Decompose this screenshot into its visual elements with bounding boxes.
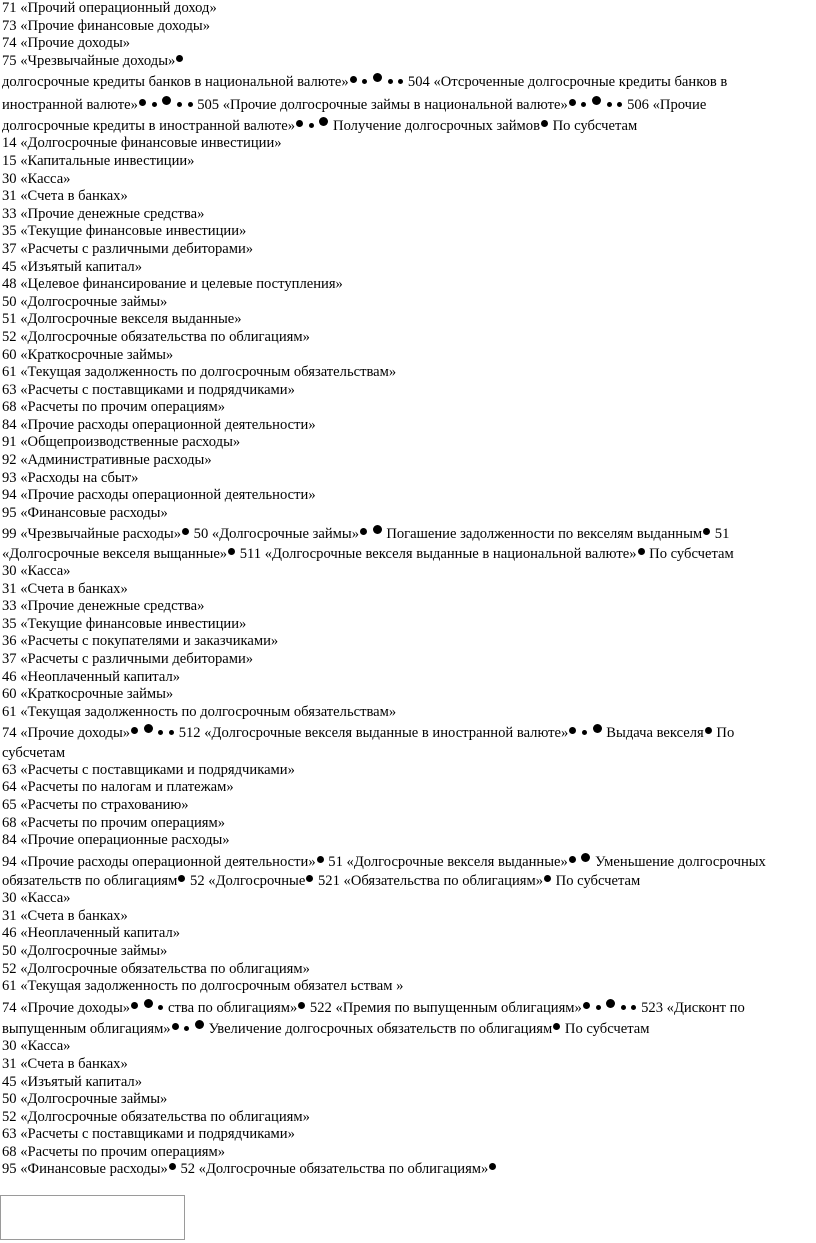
line: 46 «Неоплаченный капитал»	[2, 668, 181, 685]
bullet-icon	[373, 73, 382, 82]
line: 35 «Текущие финансовые инвестиции»	[2, 615, 247, 632]
line: 94 «Прочие расходы операционной деятельности»	[2, 487, 316, 504]
bullet-icon	[182, 528, 189, 535]
line: 31 «Счета в банках»	[2, 580, 128, 597]
bullet-icon	[596, 1005, 601, 1010]
bullet-icon	[172, 1023, 179, 1030]
bullet-icon	[144, 999, 153, 1008]
document-text	[2, 0, 810, 1179]
empty-frame	[0, 1195, 185, 1240]
line: 95 «Финансовые расходы»	[2, 504, 168, 521]
line: 31 «Счета в банках»	[2, 188, 128, 205]
bullet-icon	[388, 79, 393, 84]
bullet-icon	[162, 96, 171, 105]
line: 45 «Изъятый капитал»	[2, 258, 143, 275]
bullet-icon	[169, 730, 174, 735]
bullet-icon	[553, 1023, 560, 1030]
bullet-icon	[195, 1020, 204, 1029]
bullet-icon	[131, 727, 138, 734]
bullet-icon	[188, 102, 193, 107]
bullet-icon	[398, 79, 403, 84]
line: 93 «Расходы на сбыт»	[2, 469, 139, 486]
line: 50 «Долгосрочные займы»	[2, 1091, 168, 1108]
line: 61 «Текущая задолженность по долгосрочным обязательствам»	[2, 703, 397, 720]
line: 50 «Долгосрочные займы»	[2, 943, 168, 960]
line: 74 «Прочие доходы»	[2, 35, 131, 52]
line: 61 «Текущая задолженность по долгосрочным обязател ьствам »	[2, 978, 404, 995]
line: 68 «Расчеты по прочим операциям»	[2, 1143, 226, 1160]
line: 99 «Чрезвычайные расходы» 50 «Долгосрочные займы» Погашение задолженности по векселям выданным 51	[2, 526, 730, 543]
bullet-icon	[373, 525, 382, 534]
bullet-icon	[309, 123, 314, 128]
bullet-icon	[703, 528, 710, 535]
line: 61 «Текущая задолженность по долгосрочным обязательствам»	[2, 364, 397, 381]
line: обязательств по облигациям 52 «Долгосрочные 521 «Обязательства по облигациям» По субсчетам	[2, 873, 641, 890]
line: 71 «Прочий операционный доход»	[2, 0, 217, 16]
bullet-icon	[541, 120, 548, 127]
bullet-icon	[606, 999, 615, 1008]
bullet-icon	[350, 76, 357, 83]
bullet-icon	[617, 102, 622, 107]
bullet-icon	[362, 79, 367, 84]
bullet-icon	[544, 875, 551, 882]
line: 30 «Касса»	[2, 890, 71, 907]
bullet-icon	[158, 730, 163, 735]
bullet-icon	[581, 853, 590, 862]
line: 75 «Чрезвычайные доходы»	[2, 53, 810, 71]
bullet-icon	[489, 1163, 496, 1170]
bullet-icon	[607, 102, 612, 107]
bullet-icon	[582, 730, 587, 735]
line: 95 «Финансовые расходы» 52 «Долгосрочные обязательства по облигациям»	[2, 1161, 810, 1179]
line: 63 «Расчеты с поставщиками и подрядчиками»	[2, 1126, 295, 1143]
line: 48 «Целевое финансирование и целевые поступления»	[2, 276, 343, 293]
line: «Долгосрочные векселя выщанные» 511 «Долгосрочные векселя выданные в национальной валюте» По субсчетам	[2, 545, 734, 562]
line: 84 «Прочие операционные расходы»	[2, 832, 230, 849]
line: долгосрочные кредиты в иностранной валюте» Получение долгосрочных займов По субсчетам	[2, 118, 638, 135]
bullet-icon	[581, 102, 586, 107]
line: долгосрочные кредиты банков в национальной валюте» 504 «Отсроченные долгосрочные кредиты банков в	[2, 74, 728, 91]
bullet-icon	[139, 99, 146, 106]
bullet-icon	[317, 856, 324, 863]
line: 52 «Долгосрочные обязательства по облигациям»	[2, 1108, 310, 1125]
line: 92 «Административные расходы»	[2, 452, 212, 469]
line: 14 «Долгосрочные финансовые инвестиции»	[2, 135, 282, 152]
bullet-icon	[360, 528, 367, 535]
line: 73 «Прочие финансовые доходы»	[2, 17, 211, 34]
line: 33 «Прочие денежные средства»	[2, 598, 205, 615]
line: 45 «Изъятый капитал»	[2, 1073, 143, 1090]
line: 50 «Долгосрочные займы»	[2, 293, 168, 310]
bullet-icon	[569, 727, 576, 734]
bullet-icon	[158, 1005, 163, 1010]
line: 60 «Краткосрочные займы»	[2, 686, 174, 703]
line: субсчетам	[2, 744, 66, 761]
line: 37 «Расчеты с различными дебиторами»	[2, 650, 254, 667]
line: 64 «Расчеты по налогам и платежам»	[2, 779, 234, 796]
line: 68 «Расчеты по прочим операциям»	[2, 399, 226, 416]
line: 94 «Прочие расходы операционной деятельности» 51 «Долгосрочные векселя выданные» Уменьшение долгосрочных	[2, 853, 766, 870]
line: 52 «Долгосрочные обязательства по облигациям»	[2, 328, 310, 345]
bullet-icon	[169, 1163, 176, 1170]
bullet-icon	[184, 1026, 189, 1031]
bullet-icon	[592, 96, 601, 105]
bullet-icon	[298, 1002, 305, 1009]
line: 91 «Общепроизводственные расходы»	[2, 434, 241, 451]
line: 30 «Касса»	[2, 562, 71, 579]
bullet-icon	[621, 1005, 626, 1010]
bullet-icon	[593, 724, 602, 733]
bullet-icon	[569, 99, 576, 106]
line: 15 «Капитальные инвестиции»	[2, 152, 195, 169]
bullet-icon	[152, 102, 157, 107]
bullet-icon	[705, 727, 712, 734]
bullet-icon	[583, 1002, 590, 1009]
line: 74 «Прочие доходы» 512 «Долгосрочные векселя выданные в иностранной валюте» Выдача векселя По	[2, 725, 735, 742]
line: 31 «Счета в банках»	[2, 907, 128, 924]
line: 63 «Расчеты с поставщиками и подрядчиками»	[2, 381, 295, 398]
line: 74 «Прочие доходы» ства по облигациям» 522 «Премия по выпущенным облигациям» 523 «Дисконт по	[2, 999, 745, 1016]
bullet-icon	[569, 856, 576, 863]
bullet-icon	[144, 724, 153, 733]
line: 30 «Касса»	[2, 1038, 71, 1055]
line: 36 «Расчеты с покупателями и заказчиками»	[2, 633, 279, 650]
bullet-icon	[306, 875, 313, 882]
line: иностранной валюте» 505 «Прочие долгосрочные займы в национальной валюте» 506 «Прочие	[2, 96, 707, 113]
line: 30 «Касса»	[2, 170, 71, 187]
line: 60 «Краткосрочные займы»	[2, 346, 174, 363]
line: 84 «Прочие расходы операционной деятельности»	[2, 416, 316, 433]
bullet-icon	[631, 1005, 636, 1010]
line: 52 «Долгосрочные обязательства по облигациям»	[2, 960, 310, 977]
bullet-icon	[131, 1002, 138, 1009]
line: 37 «Расчеты с различными дебиторами»	[2, 240, 254, 257]
line: 51 «Долгосрочные векселя выданные»	[2, 311, 242, 328]
line: 65 «Расчеты по страхованию»	[2, 796, 189, 813]
bullet-icon	[177, 102, 182, 107]
line: 35 «Текущие финансовые инвестиции»	[2, 223, 247, 240]
bullet-icon	[176, 55, 183, 62]
line: 33 «Прочие денежные средства»	[2, 205, 205, 222]
line: 46 «Неоплаченный капитал»	[2, 925, 181, 942]
bullet-icon	[296, 120, 303, 127]
bullet-icon	[319, 117, 328, 126]
bullet-icon	[178, 875, 185, 882]
line: выпущенным облигациям» Увеличение долгосрочных обязательств по облигациям По субсчетам	[2, 1021, 650, 1038]
bullet-icon	[228, 548, 235, 555]
bullet-icon	[638, 548, 645, 555]
line: 31 «Счета в банках»	[2, 1055, 128, 1072]
line: 68 «Расчеты по прочим операциям»	[2, 814, 226, 831]
line: 63 «Расчеты с поставщиками и подрядчиками»	[2, 761, 295, 778]
